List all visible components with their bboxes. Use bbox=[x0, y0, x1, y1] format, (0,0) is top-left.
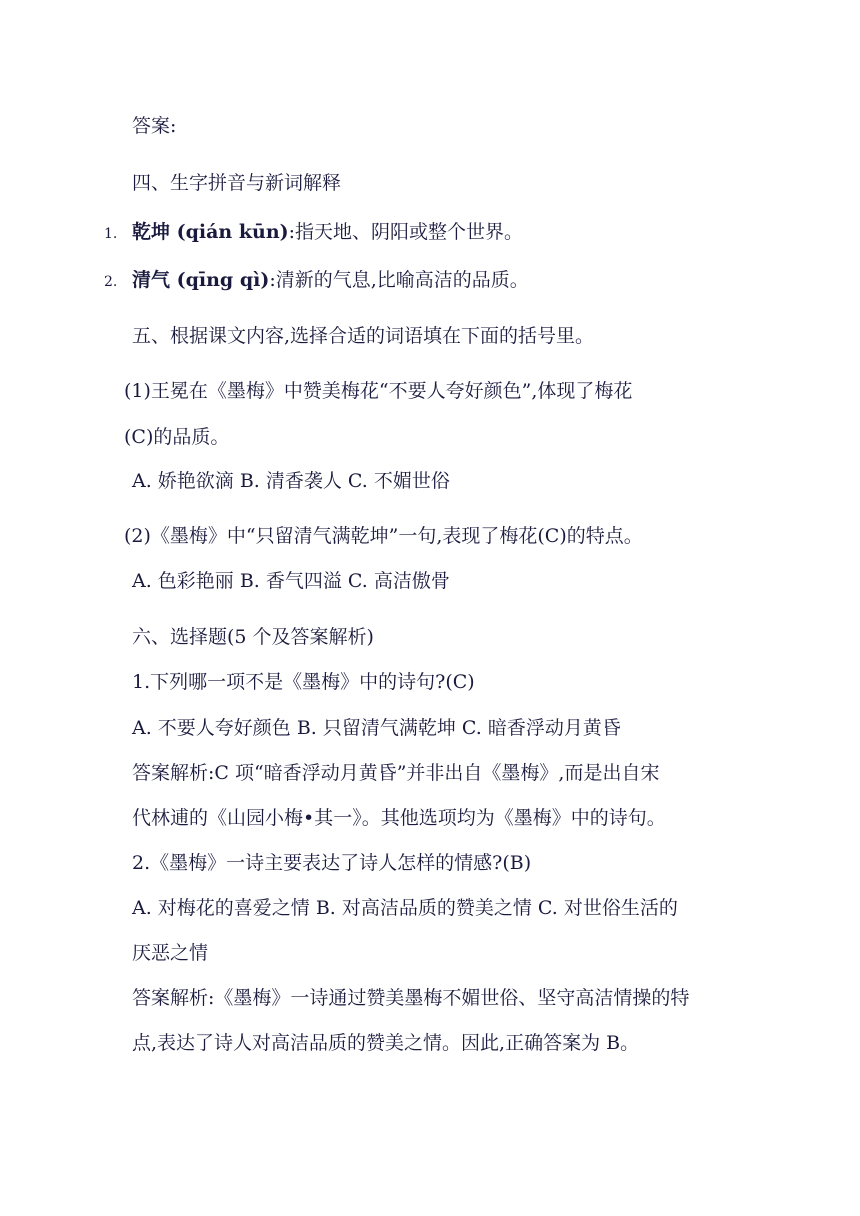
vocab-item-2-number: 2. bbox=[104, 274, 118, 290]
vocab-item-1 bbox=[132, 220, 523, 244]
section-6-q1: 1.下列哪一项不是《墨梅》中的诗句?(C) bbox=[132, 671, 475, 693]
vocab-item-1-term: 乾坤 (qián kūn) bbox=[132, 221, 289, 243]
vocab-item-2-definition: :清新的气息,比喻高洁的品质。 bbox=[269, 269, 529, 291]
section-5-q2-line1: (2)《墨梅》中“只留清气满乾坤”一句,表现了梅花(C)的特点。 bbox=[124, 525, 643, 547]
section-6-q2-analysis-line1: 答案解析:《墨梅》一诗通过赞美墨梅不媚世俗、坚守高洁情操的特 bbox=[132, 987, 690, 1009]
section-6-q1-options: A. 不要人夸好颜色 B. 只留清气满乾坤 C. 暗香浮动月黄昏 bbox=[132, 717, 621, 739]
vocab-item-2-term: 清气 (qīng qì) bbox=[132, 269, 270, 291]
section-6-q2: 2.《墨梅》一诗主要表达了诗人怎样的情感?(B) bbox=[132, 852, 532, 874]
section-6-heading: 六、选择题(5 个及答案解析) bbox=[132, 626, 374, 648]
section-6-q1-analysis-line2: 代林逋的《山园小梅•其一》。其他选项均为《墨梅》中的诗句。 bbox=[132, 807, 666, 829]
section-5-heading: 五、根据课文内容,选择合适的词语填在下面的括号里。 bbox=[132, 325, 595, 347]
section-4-heading: 四、生字拼音与新词解释 bbox=[132, 172, 342, 194]
section-5-q2-options: A. 色彩艳丽 B. 香气四溢 C. 高洁傲骨 bbox=[132, 570, 450, 592]
section-6-q1-analysis-line1: 答案解析:C 项“暗香浮动月黄昏”并非出自《墨梅》,而是出自宋 bbox=[132, 762, 660, 784]
answer-label: 答案: bbox=[132, 115, 177, 137]
vocab-item-1-number: 1. bbox=[104, 226, 118, 242]
vocab-item-1-definition: :指天地、阴阳或整个世界。 bbox=[288, 221, 524, 243]
vocab-item-2 bbox=[132, 268, 529, 292]
section-5-q1-line1: (1)王冕在《墨梅》中赞美梅花“不要人夸好颜色”,体现了梅花 bbox=[124, 380, 633, 402]
section-6-q2-options-line1: A. 对梅花的喜爱之情 B. 对高洁品质的赞美之情 C. 对世俗生活的 bbox=[132, 897, 678, 919]
section-6-q2-analysis-line2: 点,表达了诗人对高洁品质的赞美之情。因此,正确答案为 B。 bbox=[132, 1032, 640, 1054]
section-5-q1-line2: (C)的品质。 bbox=[124, 426, 230, 448]
section-5-q1-options: A. 娇艳欲滴 B. 清香袭人 C. 不媚世俗 bbox=[132, 470, 450, 492]
section-6-q2-options-line2: 厌恶之情 bbox=[132, 942, 209, 964]
